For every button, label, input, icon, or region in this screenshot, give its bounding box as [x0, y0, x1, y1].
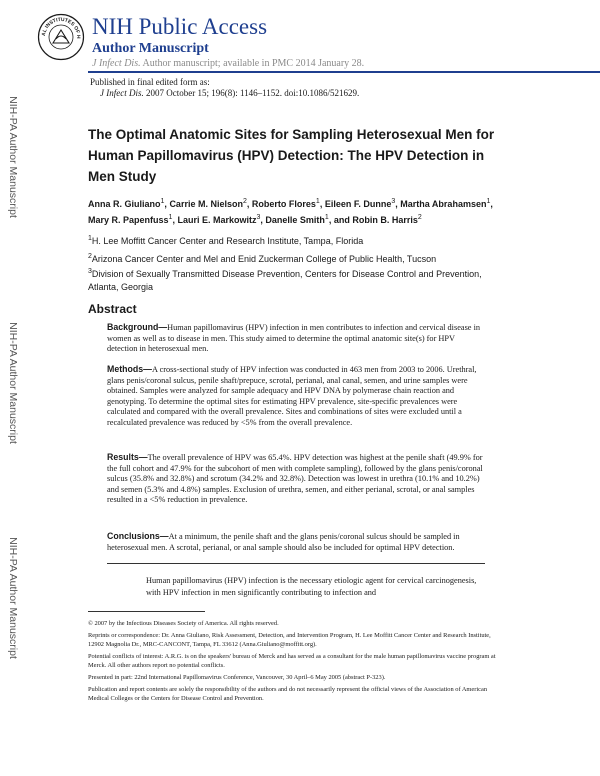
author-manuscript-label: Author Manuscript [92, 41, 209, 56]
footnote-copyright: © 2007 by the Infectious Diseases Society of America. All rights reserved. [88, 620, 279, 627]
citation-journal: J Infect Dis. [92, 58, 141, 69]
side-label-top: NIH-PA Author Manuscript [7, 96, 19, 218]
published-label: Published in final edited form as: [90, 77, 210, 87]
footnote-divider [88, 611, 205, 612]
footnote-reprints: Reprints or correspondence: Dr. Anna Giuliano, Risk Assessment, Detection, and Intervention Program, H. Lee Moffitt Cancer Center and Research Institute, 12902 Magnolia Dr., MRC-CANCONT, Tampa, FL 33612 (Anna.Giuliano@moffitt.org). [88, 632, 491, 648]
publication-volume: 2007 October 15; 196(8): 1146–1152. doi:10.1086/521629. [143, 88, 360, 98]
author-affiliation-mark: 1 [315, 198, 320, 205]
author-name: Roberto Flores [251, 199, 316, 209]
conclusions-label: Conclusions— [107, 531, 169, 541]
nih-logo [37, 13, 85, 61]
introduction-paragraph: Human papillomavirus (HPV) infection is the necessary etiologic agent for cervical carcinogenesis, with HPV infection in men significantly contributing to infection and [146, 576, 477, 597]
author-affiliation-mark: 3 [256, 214, 261, 221]
author-name: Danelle Smith [265, 215, 325, 225]
abstract-divider [107, 563, 485, 564]
footnote-conflicts: Potential conflicts of interest: A.R.G. is on the speakers' bureau of Merck and has served as a consultant for the male human papillomavirus vaccine program at Merck. All other authors report no potential conflicts. [88, 653, 496, 669]
abstract-methods: Methods—A cross-sectional study of HPV infection was conducted in 463 men from 2003 to 2006. Urethral, glans penis/coronal sulcus, penile shaft/prepuce, scrotal, perianal, anal canal, semen, and urine samples were obtained. Samples were analyzed for sample adequacy and HPV DNA by polymerase chain reaction and genotyping. To determine the optimal sites for estimating HPV prevalence, site-specific prevalences were calculated and compared with the overall prevalence. Sites and combinations of sites were excluded until a recalculated prevalence was reduced by <5% from the overall prevalence. [107, 364, 477, 427]
author-affiliation-mark: 1 [486, 198, 491, 205]
methods-label: Methods— [107, 364, 152, 374]
author-name: Martha Abrahamsen [400, 199, 487, 209]
article-title: The Optimal Anatomic Sites for Sampling Heterosexual Men for Human Papillomavirus (HPV) Detection: The HPV Detection in Men Study [88, 127, 495, 184]
abstract-heading: Abstract [88, 302, 137, 316]
author-name: Robin B. Harris [352, 215, 418, 225]
header-divider [88, 71, 600, 73]
author-name: Carrie M. Nielson [169, 199, 243, 209]
author-name: Anna R. Giuliano [88, 199, 161, 209]
publication-details [100, 88, 359, 99]
author-affiliation-mark: 2 [417, 214, 422, 221]
author-affiliation-mark: 1 [160, 198, 165, 205]
abstract-background: Background—Human papillomavirus (HPV) infection in men contributes to infection and cervical disease in women as well as to disease in men. This study aimed to determine the optimal anatomic site(s) for HPV detection in heterosexual men. [107, 322, 481, 354]
citation-availability: Author manuscript; available in PMC 2014 January 28. [140, 58, 365, 69]
author-name: Eileen F. Dunne [324, 199, 392, 209]
background-label: Background— [107, 322, 168, 332]
results-label: Results— [107, 452, 148, 462]
side-label-middle: NIH-PA Author Manuscript [7, 322, 19, 444]
nih-public-access-title: NIH Public Access [92, 14, 268, 39]
author-affiliation-mark: 1 [324, 214, 329, 221]
author-name: Lauri E. Markowitz [177, 215, 257, 225]
author-name: Mary R. Papenfuss [88, 215, 169, 225]
author-list: Anna R. Giuliano$^1$, Carrie M. Nielson$^2$, Roberto Flores$^1$, Eileen F. Dunne$^3$, Martha Abrahamsen$^1$, Mary R. Papenfuss$^1$, Lauri E. Markowitz$^3$, Danelle Smith$^1$, and Robin B. Harris$^2$ [88, 198, 493, 225]
affiliation-2: $^2$Arizona Cancer Center and Mel and Enid Zuckerman College of Public Health, Tucson [88, 253, 437, 264]
footnote-disclaimer: Publication and report contents are solely the responsibility of the authors and do not necessarily represent the official views of the Association of American Medical Colleges or the Centers for Disease Control and Prevention. [88, 686, 488, 702]
manuscript-citation [92, 58, 364, 70]
author-affiliation-mark: 2 [242, 198, 247, 205]
abstract-results: Results—The overall prevalence of HPV was 65.4%. HPV detection was highest at the penile shaft (49.9% for the full cohort and 47.9% for the subcohort of men with complete sampling), followed by the glans penis/coronal sulcus (35.8% and 32.8%) and scrotum (34.2% and 32.8%). Detection was lowest in urethra (10.1% and 10.2%) and semen (5.3% and 4.8%) samples. Exclusion of urethra, semen, and either perianal, scrotal, or anal samples resulted in a <5% reduction in prevalence. [107, 452, 483, 505]
affiliation-3: $^3$Division of Sexually Transmitted Disease Prevention, Centers for Disease Control and Prevention, Atlanta, Georgia [88, 268, 482, 292]
affiliation-1: $^1$H. Lee Moffitt Cancer Center and Research Institute, Tampa, Florida [88, 235, 364, 246]
publication-journal: J Infect Dis. [100, 88, 144, 98]
logo-text: AL INSTITUTES OF H [40, 16, 82, 39]
author-affiliation-mark: 1 [168, 214, 173, 221]
author-affiliation-mark: 3 [391, 198, 396, 205]
abstract-conclusions: Conclusions—At a minimum, the penile shaft and the glans penis/coronal sulcus should be sampled in heterosexual men. A scrotal, perianal, or anal sample should also be included for optimal HPV detection. [107, 531, 460, 552]
footnote-presented: Presented in part: 22nd International Papillomavirus Conference, Vancouver, 30 April–6 May 2005 (abstract P-323). [88, 674, 386, 681]
side-label-bottom: NIH-PA Author Manuscript [7, 537, 19, 659]
